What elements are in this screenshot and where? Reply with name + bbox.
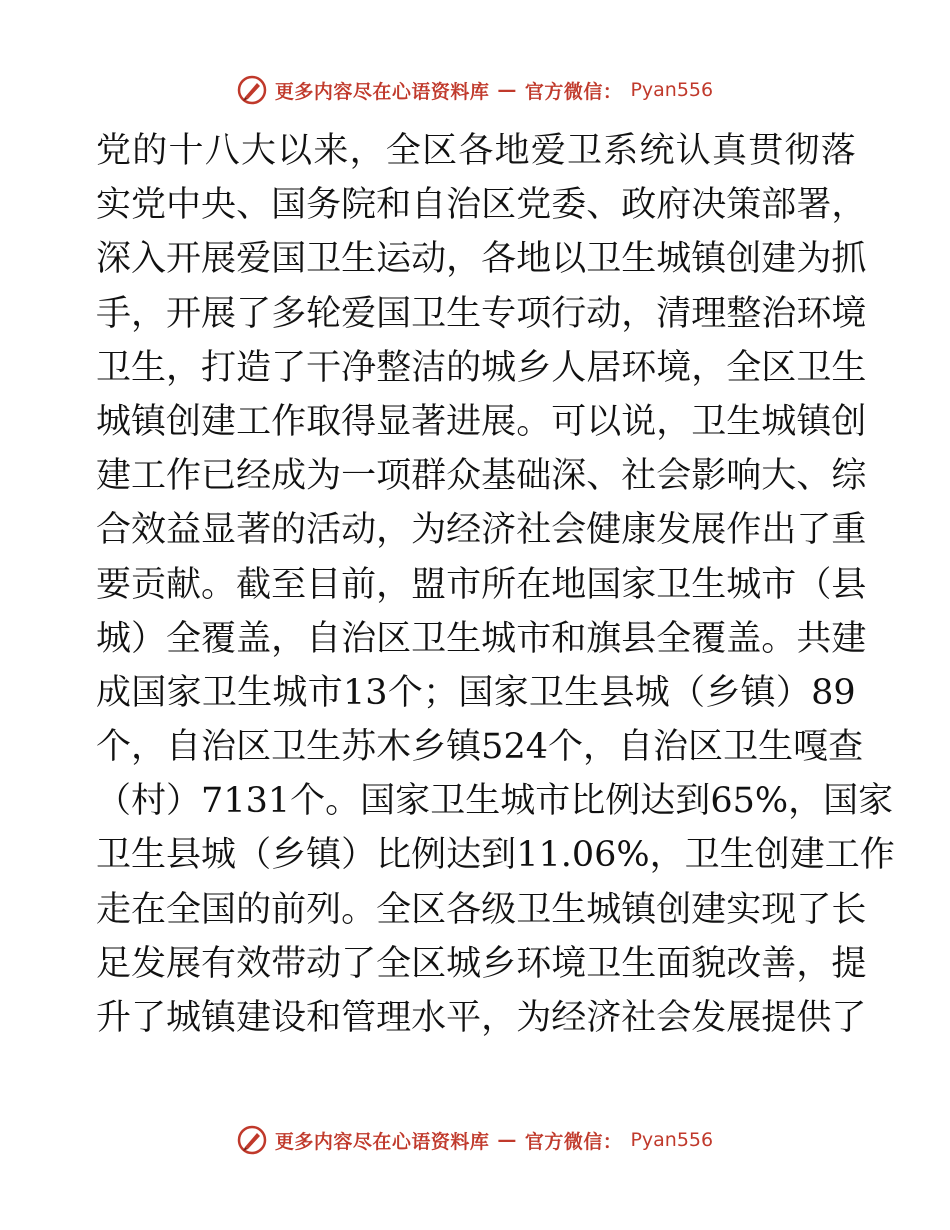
- body-line: [96, 341, 867, 395]
- body-line: [96, 937, 867, 991]
- quill-pen-icon: [237, 1125, 267, 1155]
- watermark-wechat-id: Pyan556: [630, 79, 714, 101]
- body-line-text: 党 的 十 八 大 以 来 ， 全 区 各 地 爱 卫 系 统 认 真 贯 彻 落: [96, 131, 856, 171]
- body-line-text: 升 了 城 镇 建 设 和 管 理 水 平 ， 为 经 济 社 会 发 展 提 供 了: [96, 998, 867, 1038]
- watermark-banner-top: [0, 72, 950, 108]
- watermark-separator: —: [497, 79, 517, 101]
- body-line: [96, 395, 867, 449]
- watermark-banner-bottom: [0, 1122, 950, 1158]
- watermark-wechat-label: 官方微信：: [524, 80, 623, 103]
- body-line-text: 深 入 开 展 爱 国 卫 生 运 动 ， 各 地 以 卫 生 城 镇 创 建 为 抓: [96, 239, 867, 280]
- body-line: [96, 666, 856, 720]
- body-line-text: 卫 生 ， 打 造 了 干 净 整 洁 的 城 乡 人 居 环 境 ， 全 区 卫 生: [96, 347, 867, 388]
- watermark-main-text: 更多内容尽在心语资料库: [274, 1130, 490, 1153]
- body-line-text: 卫 生 县 城 （ 乡 镇 ） 比 例 达 到 11.06% ， 卫 生 创 建 工 作: [96, 835, 895, 876]
- body-line-text: 城 镇 创 建 工 作 取 得 显 著 进 展 。 可 以 说 ， 卫 生 城 镇 创: [96, 401, 867, 442]
- body-line: [96, 449, 867, 503]
- body-line: [96, 178, 867, 232]
- body-line: [96, 828, 895, 882]
- body-line: [96, 720, 864, 774]
- body-line-text: 要 贡 献 。 截 至 目 前 ， 盟 市 所 在 地 国 家 卫 生 城 市 （ 县: [96, 564, 867, 605]
- body-line: [96, 991, 867, 1045]
- body-line: [96, 883, 867, 937]
- body-line-text: 城 ） 全 覆 盖 ， 自 治 区 卫 生 城 市 和 旗 县 全 覆 盖 。 共 建: [96, 618, 867, 659]
- watermark-wechat-id: Pyan556: [630, 1129, 714, 1151]
- body-line: [96, 774, 894, 828]
- body-line-text: 个 ， 自 治 区 卫 生 苏 木 乡 镇 524 个 ， 自 治 区 卫 生 嘎 查: [96, 727, 864, 768]
- body-line: [96, 503, 867, 557]
- body-line: [96, 612, 867, 666]
- body-line: [96, 558, 867, 612]
- body-line: [96, 124, 856, 178]
- body-line-text: 走 在 全 国 的 前 列 。 全 区 各 级 卫 生 城 镇 创 建 实 现 了 长: [96, 889, 867, 930]
- body-line-text: 建 工 作 已 经 成 为 一 项 群 众 基 础 深 、 社 会 影 响 大 、 综: [96, 456, 867, 497]
- body-line-text: （ 村 ） 7131 个 。 国 家 卫 生 城 市 比 例 达 到 65% ， 国 家: [96, 781, 894, 822]
- body-line-text: 实 党 中 央 、 国 务 院 和 自 治 区 党 委 、 政 府 决 策 部 署 ，: [96, 185, 867, 226]
- quill-pen-icon: [237, 75, 267, 105]
- watermark-wechat-label: 官方微信：: [524, 1130, 623, 1153]
- document-body: [96, 124, 895, 1045]
- body-line-text: 成 国 家 卫 生 城 市 13 个 ； 国 家 卫 生 县 城 （ 乡 镇 ） 89: [96, 672, 856, 713]
- body-line: [96, 232, 867, 286]
- watermark-separator: —: [497, 1129, 517, 1151]
- body-line-text: 合 效 益 显 著 的 活 动 ， 为 经 济 社 会 健 康 发 展 作 出 了 重: [96, 510, 867, 551]
- body-line: [96, 287, 867, 341]
- body-line-text: 足 发 展 有 效 带 动 了 全 区 城 乡 环 境 卫 生 面 貌 改 善 ， 提: [96, 943, 867, 984]
- watermark-main-text: 更多内容尽在心语资料库: [274, 80, 490, 103]
- body-line-text: 手 ， 开 展 了 多 轮 爱 国 卫 生 专 项 行 动 ， 清 理 整 治 环 境: [96, 293, 867, 334]
